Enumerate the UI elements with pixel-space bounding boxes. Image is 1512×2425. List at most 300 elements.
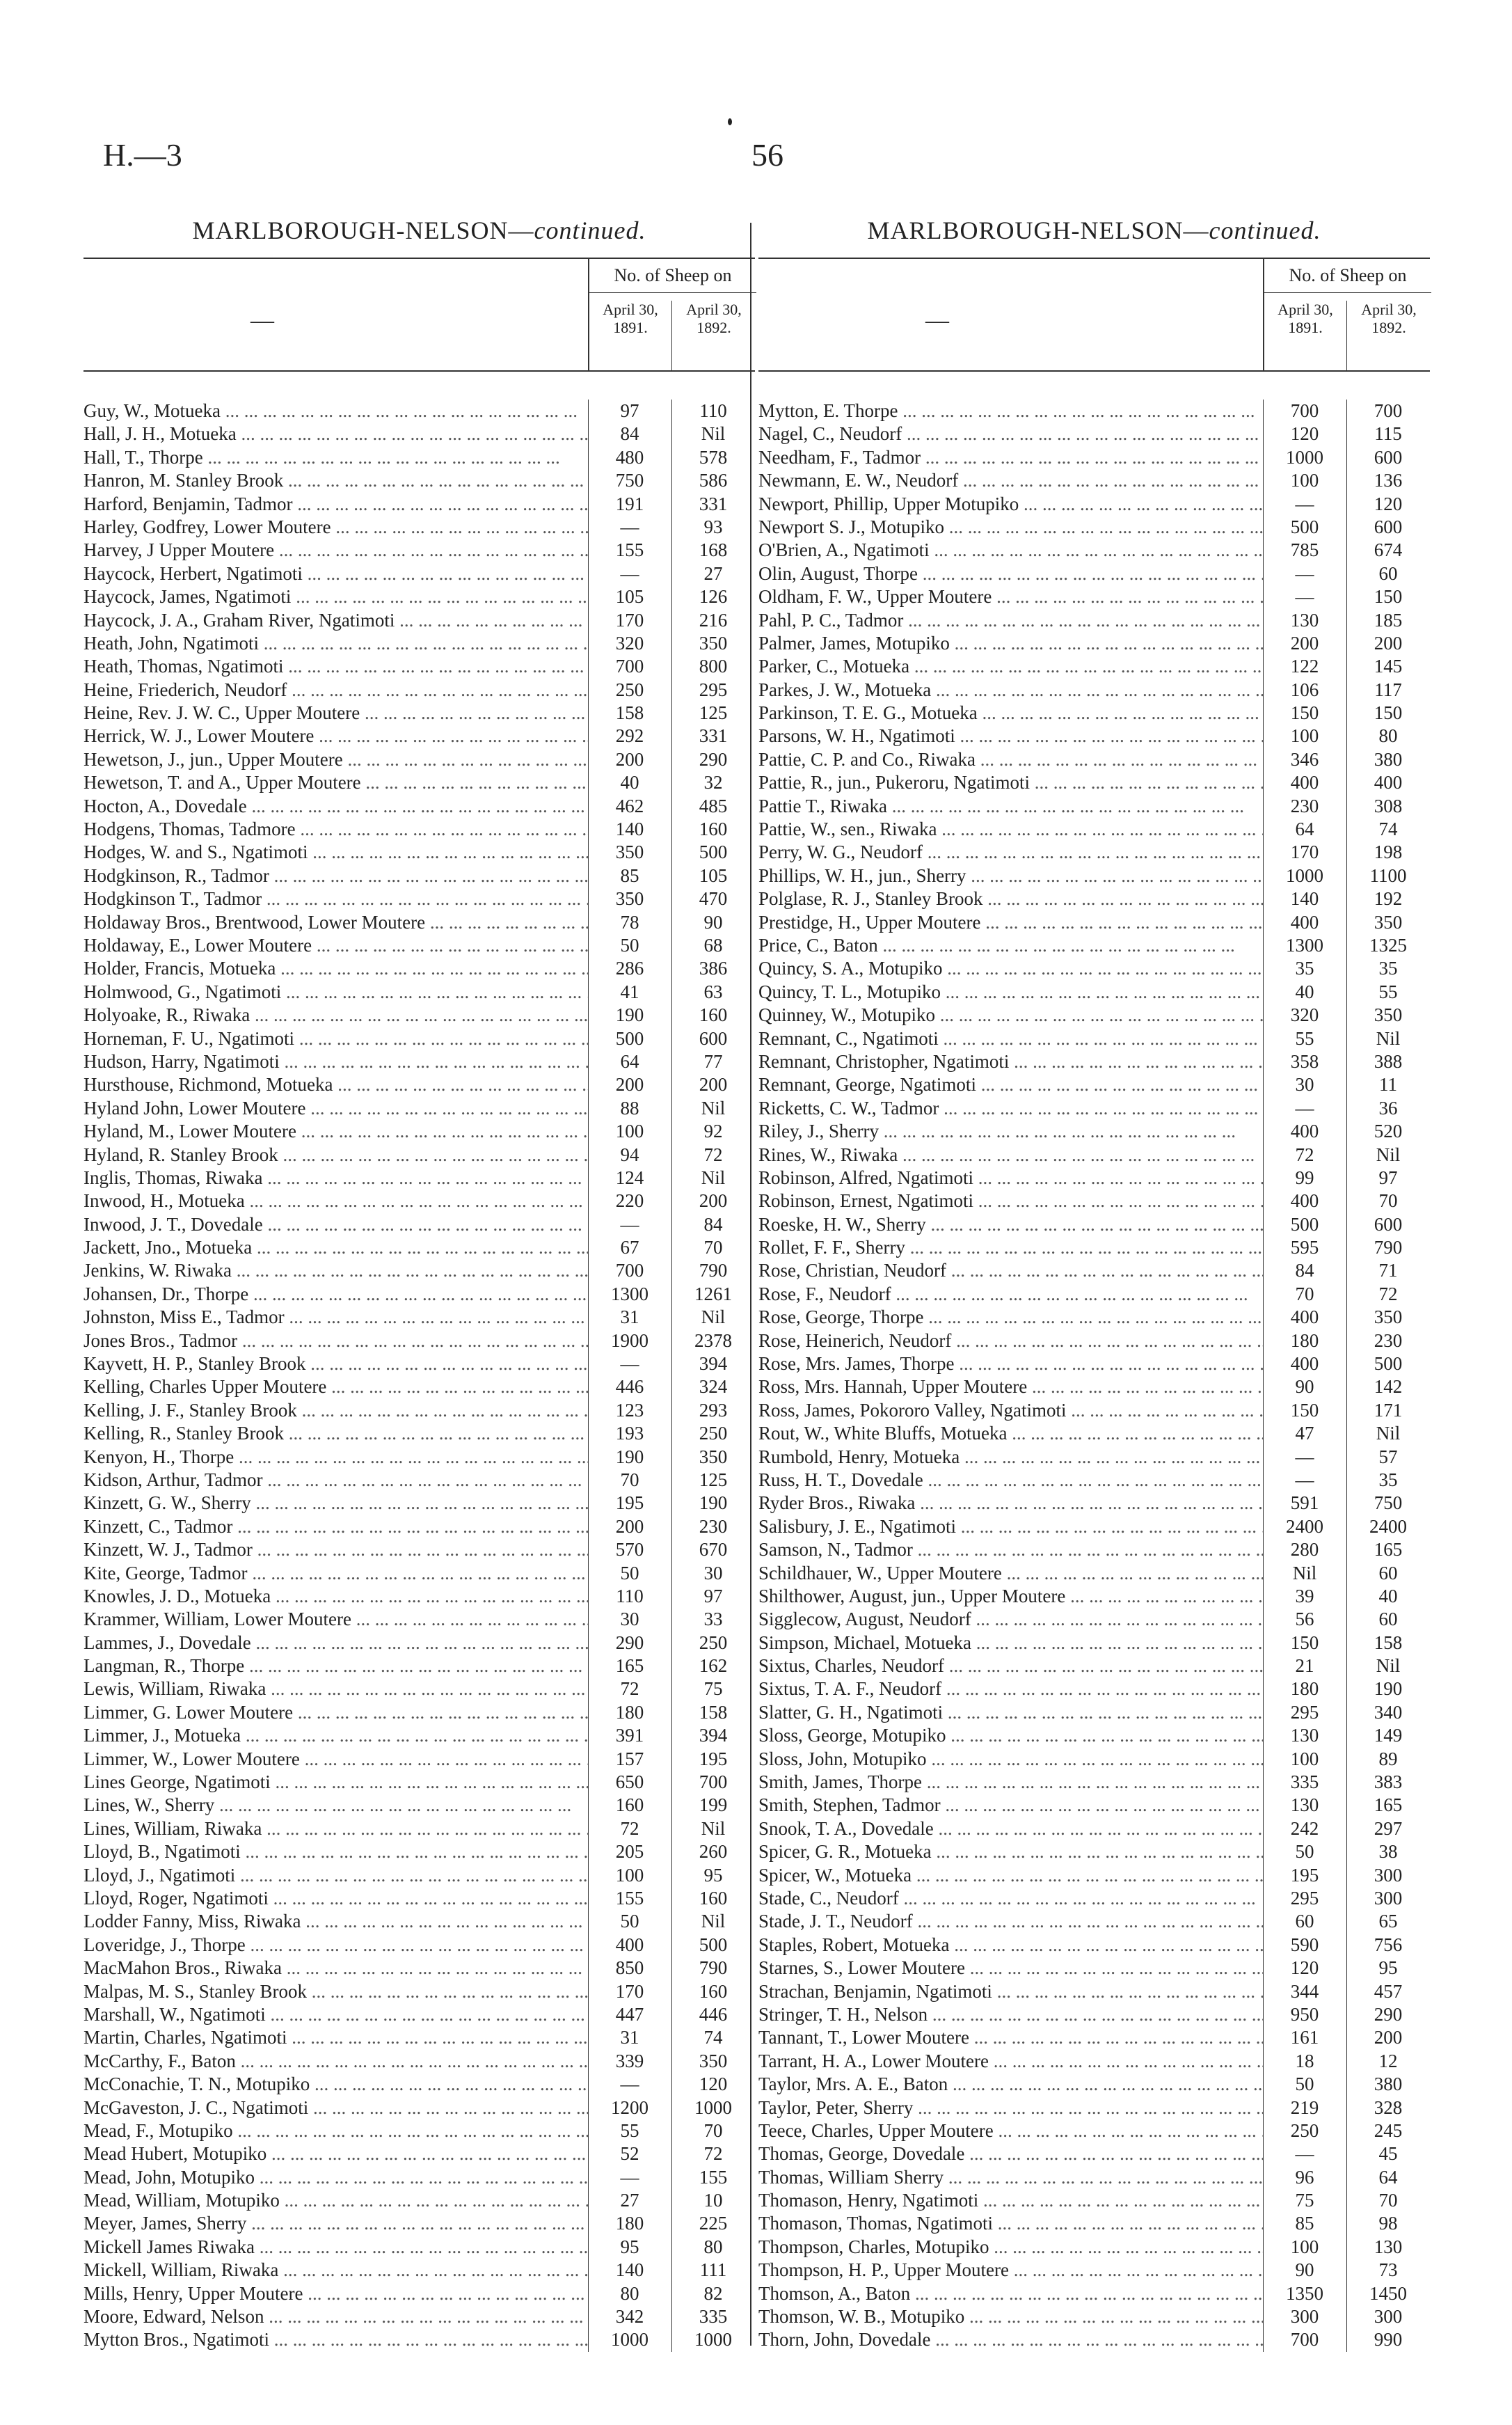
table-row	[83, 1817, 755, 1840]
sheep-1892: 105	[699, 864, 728, 886]
sheep-1892: 12	[1378, 2050, 1398, 2071]
sheep-1891: 130	[1290, 1794, 1319, 1816]
sheep-1891: 105	[615, 586, 644, 608]
owner-name: Limmer, J., Motueka ...	[83, 1724, 588, 1747]
table-row	[83, 1515, 755, 1538]
sheep-1892: 64	[1378, 2166, 1398, 2188]
sheep-1891: 100	[615, 1121, 644, 1142]
owner-name: Sixtus, T. A. F., Neudorf ...	[758, 1677, 1263, 1700]
owner-name: Starnes, S., Lower Moutere ...	[758, 1957, 1263, 1980]
table-row	[83, 2236, 755, 2259]
table-row	[83, 1934, 755, 1957]
sheep-1892: 149	[1374, 1725, 1403, 1746]
sheep-1892: 90	[703, 911, 723, 933]
table-row	[758, 748, 1430, 771]
sheep-1892: 63	[703, 981, 723, 1002]
owner-name: Kinzett, W. J., Tadmor ...	[83, 1538, 588, 1561]
table-row	[83, 1399, 755, 1422]
owner-name: Rines, W., Riwaka ...	[758, 1144, 1263, 1167]
sheep-1891: 400	[1290, 1353, 1319, 1375]
sheep-1891: 230	[1290, 795, 1319, 816]
sheep-1892: 55	[1378, 981, 1398, 1002]
sheep-1891: —	[1295, 493, 1314, 514]
sheep-1892: 70	[703, 1237, 723, 1258]
table-row	[83, 1585, 755, 1608]
owner-name: Hewetson, J., jun., Upper Moutere ...	[83, 748, 588, 771]
table-row	[758, 655, 1430, 678]
sheep-1892: 168	[699, 539, 728, 561]
table-row	[758, 2166, 1430, 2189]
sheep-1891: 155	[615, 1888, 644, 1909]
sheep-1891: 342	[615, 2306, 644, 2328]
sheep-1892: 790	[699, 1957, 728, 1979]
sheep-1891: 150	[1290, 702, 1319, 724]
owner-name: Quinney, W., Motupiko ...	[758, 1004, 1263, 1027]
sheep-1892: 200	[699, 1190, 728, 1212]
sheep-1891: 320	[615, 632, 644, 654]
owner-name: Oldham, F. W., Upper Moutere ...	[758, 585, 1263, 608]
owner-name: Hyland, R. Stanley Brook ...	[83, 1144, 588, 1167]
sheep-1892: 32	[703, 772, 723, 793]
sheep-1892: 155	[699, 2166, 728, 2188]
sheep-1891: 70	[620, 1469, 639, 1490]
owner-name: Staples, Robert, Motueka ...	[758, 1934, 1263, 1957]
sheep-1891: 500	[1290, 516, 1319, 537]
table-row	[758, 1492, 1430, 1515]
table-row	[758, 1144, 1430, 1167]
sheep-1891: 56	[1295, 1609, 1314, 1630]
sheep-1892: 260	[699, 1841, 728, 1863]
sheep-1891: 1000	[1286, 446, 1323, 468]
sheep-1892: 195	[699, 1748, 728, 1769]
table-row	[83, 516, 755, 539]
sheep-1891: 100	[1290, 470, 1319, 491]
table-row	[83, 2282, 755, 2305]
table-row	[83, 1724, 755, 1747]
sheep-1892: 165	[1374, 1794, 1403, 1816]
report-code: H.—3	[103, 137, 182, 173]
sheep-1891: 157	[615, 1748, 644, 1769]
owner-name: Lines George, Ngatimoti ...	[83, 1771, 588, 1794]
owner-name: Snook, T. A., Dovedale ...	[758, 1817, 1263, 1840]
sheep-1892: 82	[703, 2282, 723, 2304]
table-row	[758, 1050, 1430, 1073]
sheep-1891: 50	[620, 1562, 639, 1583]
sheep-1892: 457	[1374, 1980, 1403, 2002]
owner-name: Quincy, T. L., Motupiko ...	[758, 981, 1263, 1004]
sheep-1891: 70	[1295, 1283, 1314, 1304]
sheep-1891: 400	[1290, 1306, 1319, 1328]
owner-name: Sixtus, Charles, Neudorf ...	[758, 1654, 1263, 1677]
sheep-1891: 200	[615, 1074, 644, 1096]
table-row	[758, 1934, 1430, 1957]
table-row	[83, 1422, 755, 1445]
sheep-1891: —	[620, 1213, 639, 1235]
table-row	[83, 1864, 755, 1887]
table-row	[83, 748, 755, 771]
sheep-1891: 170	[615, 609, 644, 631]
owner-name: Herrick, W. J., Lower Moutere ...	[83, 725, 588, 748]
table-row	[83, 2259, 755, 2282]
owner-name: Pattie, C. P. and Co., Riwaka ...	[758, 748, 1263, 771]
sheep-1892: 331	[699, 725, 728, 747]
owner-name: Haycock, Herbert, Ngatimoti ...	[83, 562, 588, 585]
sheep-1891: 60	[1295, 1911, 1314, 1932]
sheep-1892: 65	[1378, 1911, 1398, 1932]
sheep-1892: 11	[1379, 1074, 1397, 1096]
table-row	[758, 1654, 1430, 1677]
owner-name: Sloss, George, Motupiko ...	[758, 1724, 1263, 1747]
table-row	[758, 1236, 1430, 1259]
sheep-1892: 350	[1374, 1306, 1403, 1328]
table-row	[758, 1794, 1430, 1817]
table-row	[758, 2073, 1430, 2096]
table-row	[758, 1213, 1430, 1236]
owner-name: Harvey, J Upper Moutere ...	[83, 539, 588, 562]
table-row	[758, 934, 1430, 957]
table-row	[758, 2026, 1430, 2049]
table-row	[758, 1283, 1430, 1306]
table-row	[758, 957, 1430, 980]
sheep-1892: Nil	[701, 1097, 726, 1119]
sheep-1891: 280	[1290, 1539, 1319, 1561]
sheep-1891: 570	[615, 1539, 644, 1561]
sheep-1891: 1000	[1286, 864, 1323, 886]
sheep-1891: 95	[620, 2236, 639, 2257]
table-row	[83, 2166, 755, 2189]
sheep-1891: 190	[615, 1446, 644, 1467]
table-row	[83, 1608, 755, 1631]
sheep-1892: 790	[699, 1260, 728, 1281]
sheep-1891: 31	[620, 1306, 639, 1328]
owner-name: Palmer, James, Motupiko ...	[758, 632, 1263, 655]
table-row	[83, 562, 755, 585]
table-row	[83, 702, 755, 725]
table-row	[758, 1515, 1430, 1538]
owner-name: Parkes, J. W., Motueka ...	[758, 679, 1263, 702]
sheep-1892: 2378	[694, 1329, 732, 1351]
sheep-1892: 335	[699, 2306, 728, 2328]
sheep-1892: 110	[699, 400, 727, 421]
owner-name: Johansen, Dr., Thorpe ...	[83, 1283, 588, 1306]
sheep-1891: —	[1295, 1097, 1314, 1119]
sheep-1892: 245	[1374, 2119, 1403, 2141]
owner-name: Remnant, Christopher, Ngatimoti ...	[758, 1050, 1263, 1073]
sheep-1891: 595	[1290, 1237, 1319, 1258]
sheep-1892: 1000	[694, 2329, 732, 2351]
sheep-1891: 400	[1290, 772, 1319, 793]
owner-name: Haycock, James, Ngatimoti ...	[83, 585, 588, 608]
sheep-1891: —	[620, 1353, 639, 1375]
sheep-1891: 155	[615, 539, 644, 561]
sheep-1891: 100	[615, 1864, 644, 1886]
owner-name: Mytton, E. Thorpe ...	[758, 400, 1263, 422]
sheep-1892: 500	[699, 1934, 728, 1955]
sheep-1891: 170	[615, 1980, 644, 2002]
sheep-group-label: No. of Sheep on	[1264, 259, 1431, 293]
table-row	[758, 1771, 1430, 1794]
owner-name: Thomason, Thomas, Ngatimoti ...	[758, 2212, 1263, 2235]
sheep-1891: 99	[1295, 1167, 1314, 1188]
sheep-1892: 350	[699, 1446, 728, 1467]
owner-name: Lines, W., Sherry ...	[83, 1794, 588, 1817]
right-table-body	[758, 400, 1430, 2352]
table-row	[758, 2096, 1430, 2119]
owner-name: Hodgkinson, R., Tadmor ...	[83, 864, 588, 887]
sheep-1891: 140	[615, 2259, 644, 2281]
owner-name: Kelling, J. F., Stanley Brook ...	[83, 1399, 588, 1422]
owner-name: Robinson, Ernest, Ngatimoti ...	[758, 1190, 1263, 1212]
table-row	[758, 1608, 1430, 1631]
sheep-1892: 111	[699, 2259, 727, 2281]
sheep-1891: 31	[620, 2027, 639, 2048]
table-row	[758, 1538, 1430, 1561]
sheep-1891: 27	[620, 2190, 639, 2211]
sheep-1892: 520	[1374, 1121, 1403, 1142]
owner-name: Sloss, John, Motupiko ...	[758, 1748, 1263, 1771]
sheep-1891: 200	[1290, 632, 1319, 654]
sheep-1891: 447	[615, 2003, 644, 2025]
sheep-1892: Nil	[1376, 1423, 1401, 1444]
sheep-1892: 95	[1378, 1957, 1398, 1979]
sheep-1892: Nil	[1376, 1655, 1401, 1677]
owner-name: Kinzett, G. W., Sherry ...	[83, 1492, 588, 1515]
owner-name: Pattie T., Riwaka ...	[758, 795, 1263, 818]
sheep-1892: 117	[1374, 679, 1402, 700]
owner-name: Slatter, G. H., Ngatimoti ...	[758, 1701, 1263, 1724]
owner-name: Shilthower, August, jun., Upper Moutere ...	[758, 1585, 1263, 1608]
table-row	[758, 2236, 1430, 2259]
owner-name: Hodgkinson T., Tadmor ...	[83, 887, 588, 910]
table-row	[83, 818, 755, 841]
sheep-1892: 470	[699, 888, 728, 910]
owner-name: Guy, W., Motueka ...	[83, 400, 588, 422]
owner-name: Martin, Charles, Ngatimoti ...	[83, 2026, 588, 2049]
sheep-1891: 591	[1290, 1492, 1319, 1514]
owner-name: Thomas, William Sherry ...	[758, 2166, 1263, 2189]
table-row	[83, 1073, 755, 1096]
sheep-1891: 50	[620, 1911, 639, 1932]
owner-name: Hyland, M., Lower Moutere ...	[83, 1120, 588, 1143]
owner-name: Heine, Friederich, Neudorf ...	[83, 679, 588, 702]
sheep-1892: 250	[699, 1632, 728, 1653]
table-row	[758, 2328, 1430, 2351]
sheep-1892: 750	[1374, 1492, 1403, 1514]
owner-name: Rose, Christian, Neudorf ...	[758, 1259, 1263, 1282]
table-row	[83, 1144, 755, 1167]
owner-name: Rumbold, Henry, Motueka ...	[758, 1446, 1263, 1469]
sheep-1891: —	[1295, 586, 1314, 608]
page-number: 56	[751, 137, 783, 173]
owner-name: Meyer, James, Sherry ...	[83, 2212, 588, 2235]
sheep-1891: 1350	[1286, 2282, 1323, 2304]
sheep-1891: 700	[615, 1260, 644, 1281]
table-row	[758, 1701, 1430, 1724]
owner-name: Remnant, George, Ngatimoti ...	[758, 1073, 1263, 1096]
owner-name: Thomason, Henry, Ngatimoti ...	[758, 2189, 1263, 2212]
sheep-1891: 1300	[611, 1283, 648, 1304]
sheep-1892: 72	[703, 1144, 723, 1165]
sheep-1892: 36	[1378, 1097, 1398, 1119]
owner-name: Thorn, John, Dovedale ...	[758, 2328, 1263, 2351]
sheep-1891: 30	[1295, 1074, 1314, 1096]
owner-name: Hanron, M. Stanley Brook ...	[83, 469, 588, 492]
sheep-1892: 293	[699, 1399, 728, 1421]
owner-name: Tannant, T., Lower Moutere ...	[758, 2026, 1263, 2049]
table-row	[83, 609, 755, 632]
table-row	[83, 1027, 755, 1050]
sheep-1891: 64	[1295, 819, 1314, 840]
sheep-1891: 55	[620, 2119, 639, 2141]
owner-name: Kenyon, H., Thorpe ...	[83, 1446, 588, 1469]
sheep-1891: 1300	[1286, 934, 1323, 956]
sheep-1892: 33	[703, 1609, 723, 1630]
owner-name: Heath, John, Ngatimoti ...	[83, 632, 588, 655]
sheep-1891: 67	[620, 1237, 639, 1258]
sheep-1892: 120	[1374, 493, 1403, 514]
table-row	[83, 632, 755, 655]
table-row	[758, 1748, 1430, 1771]
owner-name: Pattie, W., sen., Riwaka ...	[758, 818, 1263, 841]
sheep-1892: 190	[1374, 1678, 1403, 1700]
table-row	[758, 1562, 1430, 1585]
owner-name: Hodgens, Thomas, Tadmore ...	[83, 818, 588, 841]
sheep-1892: 674	[1374, 539, 1403, 561]
table-row	[83, 887, 755, 910]
table-row	[758, 2142, 1430, 2165]
owner-name: Spicer, G. R., Motueka ...	[758, 1840, 1263, 1863]
sheep-1891: 84	[1295, 1260, 1314, 1281]
table-row	[83, 957, 755, 980]
region-title: MARLBOROUGH-NELSON—	[192, 216, 534, 244]
sheep-1892: 328	[1374, 2096, 1403, 2118]
sheep-1892: 200	[1374, 2027, 1403, 2048]
owner-name: Rose, George, Thorpe ...	[758, 1306, 1263, 1329]
sheep-1891: 358	[1290, 1050, 1319, 1072]
sheep-1892: 290	[1374, 2003, 1403, 2025]
table-row	[758, 1097, 1430, 1120]
table-row	[83, 1748, 755, 1771]
table-row	[83, 2026, 755, 2049]
owner-name: Haycock, J. A., Graham River, Ngatimoti ...	[83, 609, 588, 632]
sheep-1892: 297	[1374, 1817, 1403, 1839]
sheep-1891: —	[620, 562, 639, 584]
sheep-1892: Nil	[701, 1306, 726, 1328]
table-row	[758, 1306, 1430, 1329]
owner-name: Thompson, H. P., Upper Moutere ...	[758, 2259, 1263, 2282]
sheep-1892: 72	[703, 2143, 723, 2165]
owner-name: Mytton Bros., Ngatimoti ...	[83, 2328, 588, 2351]
sheep-1892: Nil	[1376, 1144, 1401, 1165]
table-row	[758, 2050, 1430, 2073]
owner-name: Mickell, William, Riwaka ...	[83, 2259, 588, 2282]
sheep-1891: 700	[1290, 400, 1319, 421]
owner-name: Pattie, R., jun., Pukeroru, Ngatimoti ...	[758, 771, 1263, 794]
owner-name: Tarrant, H. A., Lower Moutere ...	[758, 2050, 1263, 2073]
sheep-1891: 950	[1290, 2003, 1319, 2025]
owner-name: McGaveston, J. C., Ngatimoti ...	[83, 2096, 588, 2119]
owner-name: Parkinson, T. E. G., Motueka ...	[758, 702, 1263, 725]
table-row	[83, 1677, 755, 1700]
sheep-1892: 230	[699, 1515, 728, 1537]
sheep-1891: 72	[620, 1678, 639, 1700]
owner-name: Limmer, W., Lower Moutere ...	[83, 1748, 588, 1771]
owner-name: Robinson, Alfred, Ngatimoti ...	[758, 1167, 1263, 1190]
table-row	[83, 1957, 755, 1980]
table-row	[83, 864, 755, 887]
owner-name: Hodges, W. and S., Ngatimoti ...	[83, 841, 588, 864]
left-column	[83, 216, 755, 2352]
sheep-1891: 295	[1290, 1701, 1319, 1723]
sheep-1892: 331	[699, 493, 728, 514]
sheep-1892: 126	[699, 586, 728, 608]
table-row	[758, 1167, 1430, 1190]
table-row	[758, 632, 1430, 655]
owner-name: Holdaway, E., Lower Moutere ...	[83, 934, 588, 957]
table-row	[83, 1446, 755, 1469]
owner-name: Langman, R., Thorpe ...	[83, 1654, 588, 1677]
left-table-header	[83, 258, 755, 372]
sheep-1892: Nil	[1376, 1027, 1401, 1049]
owner-name: Holdaway Bros., Brentwood, Lower Moutere ...	[83, 911, 588, 934]
table-row	[758, 841, 1430, 864]
sheep-count-header	[588, 259, 756, 370]
owner-name: Rose, F., Neudorf ...	[758, 1283, 1263, 1306]
sheep-1892: 394	[699, 1353, 728, 1375]
sheep-1892: 300	[1374, 1888, 1403, 1909]
sheep-1892: 70	[703, 2119, 723, 2141]
sheep-1892: 125	[699, 1469, 728, 1490]
sheep-1892: 92	[703, 1121, 723, 1142]
sheep-1892: Nil	[701, 1167, 726, 1188]
sheep-1892: 97	[1378, 1167, 1398, 1188]
owner-name: Russ, H. T., Dovedale ...	[758, 1469, 1263, 1492]
sheep-1892: 74	[1378, 819, 1398, 840]
table-row	[83, 2096, 755, 2119]
sheep-1891: 295	[1290, 1888, 1319, 1909]
region-title: MARLBOROUGH-NELSON—	[867, 216, 1209, 244]
sheep-1892: 93	[703, 516, 723, 537]
table-row	[758, 1864, 1430, 1887]
owner-name: Hursthouse, Richmond, Motueka ...	[83, 1073, 588, 1096]
table-row	[758, 1980, 1430, 2003]
sheep-1892: 150	[1374, 586, 1403, 608]
sheep-1891: 158	[615, 702, 644, 724]
owner-name: Lewis, William, Riwaka ...	[83, 1677, 588, 1700]
table-row	[758, 400, 1430, 422]
table-row	[83, 2189, 755, 2212]
owner-name: Smith, Stephen, Tadmor ...	[758, 1794, 1263, 1817]
table-row	[83, 1352, 755, 1375]
table-row	[83, 795, 755, 818]
sheep-1891: 250	[615, 679, 644, 700]
owner-name: Thomson, A., Baton ...	[758, 2282, 1263, 2305]
sheep-1892: 290	[699, 748, 728, 770]
table-row	[83, 1306, 755, 1329]
owner-name: Strachan, Benjamin, Ngatimoti ...	[758, 1980, 1263, 2003]
table-row	[83, 1259, 755, 1282]
table-row	[758, 981, 1430, 1004]
sheep-1892: 158	[1374, 1632, 1403, 1653]
sheep-1891: 120	[1290, 1957, 1319, 1979]
table-row	[83, 725, 755, 748]
sheep-1892: 84	[703, 1213, 723, 1235]
sheep-1891: 480	[615, 446, 644, 468]
table-row	[83, 1887, 755, 1910]
owner-name: Mickell James Riwaka ...	[83, 2236, 588, 2259]
sheep-1891: —	[620, 2166, 639, 2188]
table-row	[758, 1887, 1430, 1910]
